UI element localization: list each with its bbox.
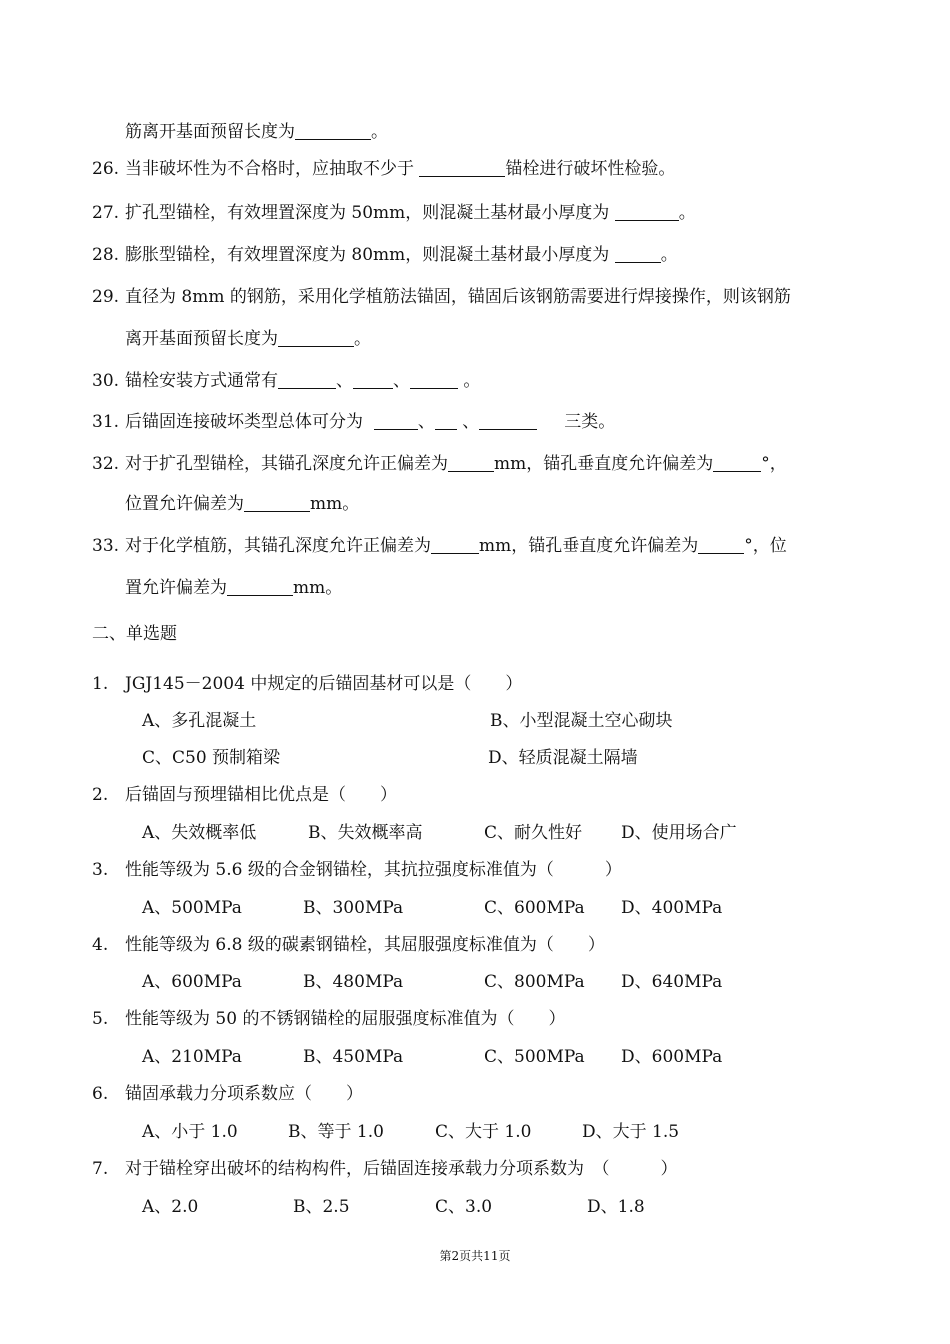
q31-sep-1: 、 bbox=[417, 412, 435, 432]
mc-number: 2. bbox=[92, 785, 109, 805]
q32-blank-3[interactable] bbox=[244, 495, 310, 512]
q30-number: 30. bbox=[92, 371, 120, 391]
q33-text-2: mm，锚孔垂直度允许偏差为 bbox=[479, 536, 699, 556]
q31-blank-3[interactable] bbox=[479, 413, 537, 430]
mc-question-text: 对于锚栓穿出破坏的结构构件，后锚固连接承载力分项系数为 （ ） bbox=[125, 1159, 678, 1179]
q30-blank-3[interactable] bbox=[410, 372, 458, 389]
mc-option[interactable]: B、480MPa bbox=[303, 972, 404, 992]
mc-question-text: JGJ145－2004 中规定的后锚固基材可以是（ ） bbox=[125, 674, 523, 694]
q33-blank-3[interactable] bbox=[227, 579, 293, 596]
question-33 bbox=[92, 535, 787, 557]
q33-blank-1[interactable] bbox=[431, 537, 479, 554]
mc-option[interactable]: D、640MPa bbox=[621, 972, 723, 992]
mc-number: 6. bbox=[92, 1084, 109, 1104]
mc-option[interactable]: C、大于 1.0 bbox=[435, 1122, 532, 1142]
mc-option[interactable]: C、800MPa bbox=[484, 972, 585, 992]
q32-text-4: 位置允许偏差为 bbox=[125, 494, 244, 514]
section-title: 二、单选题 bbox=[92, 624, 177, 644]
q29-number: 29. bbox=[92, 287, 120, 307]
mc-option[interactable]: D、大于 1.5 bbox=[582, 1122, 680, 1142]
q30-sep-2: 、 bbox=[393, 371, 410, 391]
q28-blank[interactable] bbox=[615, 246, 661, 263]
q29-blank[interactable] bbox=[278, 330, 354, 347]
mc-question bbox=[92, 673, 523, 695]
q31-number: 31. bbox=[92, 412, 120, 432]
mc-option[interactable]: B、300MPa bbox=[303, 898, 404, 918]
mc-option[interactable]: C、500MPa bbox=[484, 1047, 585, 1067]
mc-question-text: 性能等级为 5.6 级的合金钢锚栓，其抗拉强度标准值为（ ） bbox=[125, 860, 622, 880]
mc-option[interactable]: C、600MPa bbox=[484, 898, 585, 918]
q32-blank-2[interactable] bbox=[713, 455, 761, 472]
q26-number: 26. bbox=[92, 159, 120, 179]
q25-end: 。 bbox=[371, 122, 388, 142]
q31-text: 后锚固连接破坏类型总体可分为 bbox=[125, 412, 363, 432]
q28-end: 。 bbox=[660, 245, 678, 265]
mc-question bbox=[92, 1008, 566, 1030]
mc-number: 3. bbox=[92, 860, 109, 880]
q26-text-2: 锚栓进行破坏性检验。 bbox=[505, 159, 676, 179]
q33-number: 33. bbox=[92, 536, 120, 556]
mc-option[interactable]: C、耐久性好 bbox=[484, 823, 583, 843]
mc-option[interactable]: A、600MPa bbox=[142, 972, 242, 992]
q31-sep-2: 、 bbox=[462, 412, 480, 432]
question-30 bbox=[92, 370, 481, 392]
mc-option[interactable]: B、等于 1.0 bbox=[288, 1122, 384, 1142]
mc-option[interactable]: C、3.0 bbox=[435, 1197, 493, 1217]
page-footer: 第2页共11页 bbox=[439, 1249, 511, 1263]
mc-option[interactable]: D、1.8 bbox=[587, 1197, 645, 1217]
q25-continuation bbox=[125, 121, 388, 143]
question-32-line-2 bbox=[125, 493, 359, 515]
q31-end: 三类。 bbox=[564, 412, 616, 432]
mc-question-text: 锚固承载力分项系数应（ ） bbox=[125, 1084, 363, 1104]
q29-text-2: 离开基面预留长度为 bbox=[125, 329, 278, 349]
question-31 bbox=[92, 411, 616, 433]
mc-question-text: 性能等级为 6.8 级的碳素钢锚栓，其屈服强度标准值为（ ） bbox=[125, 935, 605, 955]
q25-blank[interactable] bbox=[295, 123, 371, 140]
q30-sep-1: 、 bbox=[336, 371, 353, 391]
q27-blank[interactable] bbox=[615, 204, 679, 221]
mc-number: 5. bbox=[92, 1009, 109, 1029]
mc-question bbox=[92, 1158, 678, 1180]
mc-option[interactable]: D、轻质混凝土隔墙 bbox=[488, 748, 638, 768]
q30-blank-2[interactable] bbox=[353, 372, 393, 389]
q29-text: 直径为 8mm 的钢筋，采用化学植筋法锚固，锚固后该钢筋需要进行焊接操作，则该钢筋 bbox=[125, 287, 791, 307]
mc-option[interactable]: D、400MPa bbox=[621, 898, 723, 918]
mc-number: 4. bbox=[92, 935, 109, 955]
mc-option[interactable]: A、小于 1.0 bbox=[142, 1122, 238, 1142]
mc-option[interactable]: A、500MPa bbox=[142, 898, 242, 918]
q32-text-3: °， bbox=[761, 454, 787, 474]
q33-text: 对于化学植筋，其锚孔深度允许正偏差为 bbox=[125, 536, 431, 556]
question-28 bbox=[92, 244, 678, 266]
mc-question bbox=[92, 859, 622, 881]
mc-option[interactable]: D、600MPa bbox=[621, 1047, 723, 1067]
mc-option[interactable]: A、210MPa bbox=[142, 1047, 242, 1067]
q28-text: 膨胀型锚栓，有效埋置深度为 80mm，则混凝土基材最小厚度为 bbox=[125, 245, 610, 265]
question-33-line-2 bbox=[125, 577, 342, 599]
q33-blank-2[interactable] bbox=[698, 537, 744, 554]
question-26 bbox=[92, 158, 676, 180]
mc-number: 7. bbox=[92, 1159, 109, 1179]
mc-question-text: 后锚固与预埋锚相比优点是（ ） bbox=[125, 785, 397, 805]
q32-text-5: mm。 bbox=[310, 494, 360, 514]
q31-blank-1[interactable] bbox=[374, 413, 418, 430]
mc-option[interactable]: B、失效概率高 bbox=[308, 823, 423, 843]
q33-text-5: mm。 bbox=[293, 578, 343, 598]
mc-option[interactable]: C、C50 预制箱梁 bbox=[142, 748, 281, 768]
q25-text: 筋离开基面预留长度为 bbox=[125, 122, 295, 142]
mc-option[interactable]: B、2.5 bbox=[293, 1197, 350, 1217]
mc-number: 1. bbox=[92, 674, 109, 694]
mc-question bbox=[92, 934, 605, 956]
q30-text: 锚栓安装方式通常有 bbox=[125, 371, 278, 391]
mc-option[interactable]: B、450MPa bbox=[303, 1047, 404, 1067]
question-29 bbox=[92, 286, 791, 308]
mc-question bbox=[92, 1083, 363, 1105]
q33-text-4: 置允许偏差为 bbox=[125, 578, 227, 598]
q32-blank-1[interactable] bbox=[448, 455, 494, 472]
mc-question bbox=[92, 784, 397, 806]
mc-option[interactable]: A、多孔混凝土 bbox=[142, 711, 257, 731]
q27-end: 。 bbox=[678, 203, 696, 223]
mc-option[interactable]: A、失效概率低 bbox=[142, 823, 257, 843]
question-32 bbox=[92, 453, 787, 475]
q30-end: 。 bbox=[463, 371, 481, 391]
q30-blank-1[interactable] bbox=[278, 372, 336, 389]
question-29-line-2 bbox=[125, 328, 371, 350]
question-27 bbox=[92, 202, 696, 224]
q27-number: 27. bbox=[92, 203, 120, 223]
q26-blank[interactable] bbox=[419, 160, 505, 177]
q29-end: 。 bbox=[354, 329, 371, 349]
q33-text-3: °，位 bbox=[744, 536, 787, 556]
mc-option[interactable]: D、使用场合广 bbox=[621, 823, 737, 843]
q27-text: 扩孔型锚栓，有效埋置深度为 50mm，则混凝土基材最小厚度为 bbox=[125, 203, 610, 223]
mc-question-text: 性能等级为 50 的不锈钢锚栓的屈服强度标准值为（ ） bbox=[125, 1009, 566, 1029]
q32-text-2: mm，锚孔垂直度允许偏差为 bbox=[494, 454, 714, 474]
mc-option[interactable]: A、2.0 bbox=[142, 1197, 199, 1217]
q32-number: 32. bbox=[92, 454, 120, 474]
q31-blank-2[interactable] bbox=[435, 413, 457, 430]
q32-text: 对于扩孔型锚栓，其锚孔深度允许正偏差为 bbox=[125, 454, 448, 474]
mc-option[interactable]: B、小型混凝土空心砌块 bbox=[490, 711, 673, 731]
q26-text: 当非破坏性为不合格时，应抽取不少于 bbox=[125, 159, 414, 179]
q28-number: 28. bbox=[92, 245, 120, 265]
